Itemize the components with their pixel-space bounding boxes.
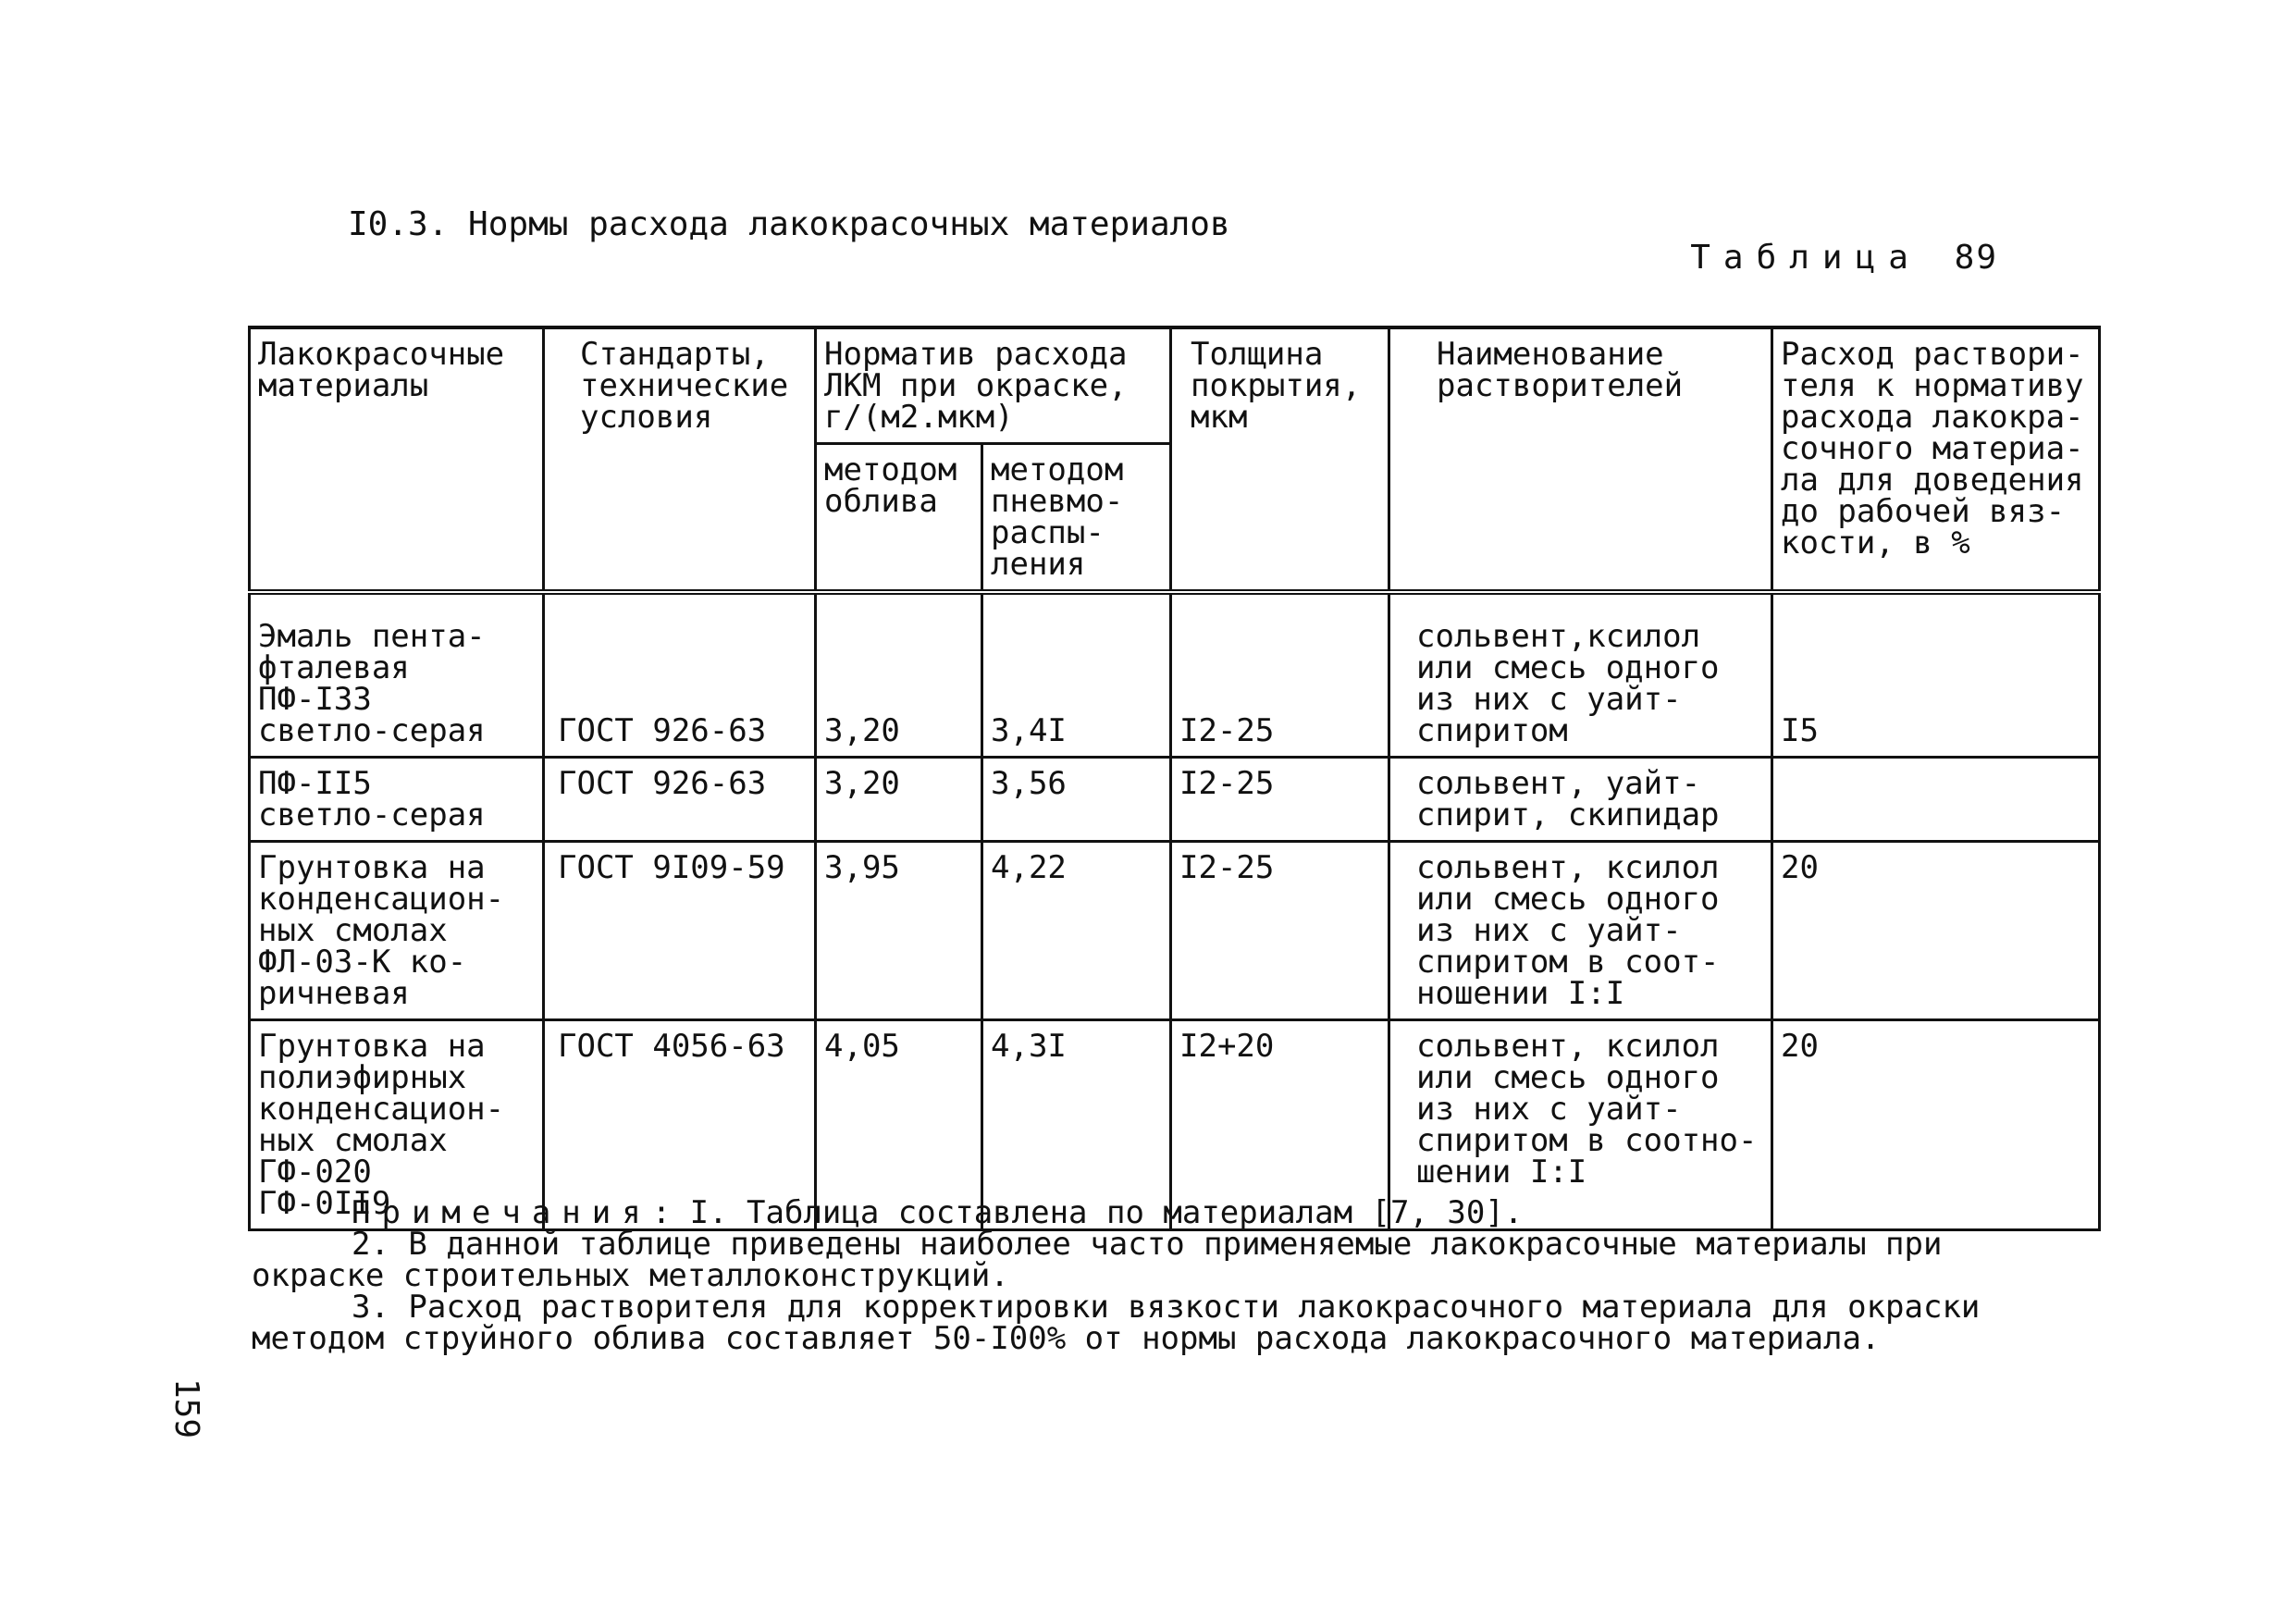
note-2-line-2: окраске строительных металлоконструкций. xyxy=(252,1257,1009,1294)
cell-pour: 3,95 xyxy=(816,842,982,1020)
cell-material: Грунтовка на полиэфирных конденсацион- ных смолах ГФ-020 ГФ-0II9 xyxy=(250,1020,544,1230)
cell-solvents: сольвент, ксилол или смесь одного из них с уайт- спиритом в соотно- шении I:I xyxy=(1389,1020,1772,1230)
header-norm-spray: методом пневмо- распы- ления xyxy=(982,444,1171,593)
header-standards: Стандарты, технические условия xyxy=(544,327,816,592)
cell-standard: ГОСТ 926-63 xyxy=(544,758,816,842)
cell-thickness: I2+20 xyxy=(1171,1020,1389,1230)
cell-standard: ГОСТ 4056-63 xyxy=(544,1020,816,1230)
cell-pour: 3,20 xyxy=(816,592,982,758)
cell-consumption: 20 xyxy=(1772,842,2100,1020)
cell-solvents: сольвент, уайт- спирит, скипидар xyxy=(1389,758,1772,842)
cell-material: Эмаль пента- фталевая ПФ-I33 светло-серая xyxy=(250,592,544,758)
notes-label: Примечания xyxy=(352,1194,652,1231)
note-3-line-2: методом струйного облива составляет 50-I00% от нормы расхода лакокрасочного материала. xyxy=(252,1320,1881,1357)
cell-standard: ГОСТ 926-63 xyxy=(544,592,816,758)
note-1 xyxy=(252,1194,2083,1231)
header-thickness: Толщина покрытия, мкм xyxy=(1171,327,1389,592)
header-norm-pour: методом облива xyxy=(816,444,982,593)
norms-table xyxy=(248,326,2101,1231)
header-row-top xyxy=(250,327,2100,444)
header-solvent-consumption: Расход раствори- теля к нормативу расхода лакокра- сочного материа- ла для доведения до рабочей вяз- кости, в % xyxy=(1772,327,2100,592)
cell-thickness: I2-25 xyxy=(1171,842,1389,1020)
cell-solvents: сольвент, ксилол или смесь одного из них с уайт- спиритом в соот- ношении I:I xyxy=(1389,842,1772,1020)
header-norm-group: Норматив расхода ЛКМ при окраске, г/(м2.мкм) xyxy=(816,327,1171,444)
section-title: I0.3. Нормы расхода лакокрасочных материалов xyxy=(348,205,1230,243)
cell-material: ПФ-II5 светло-серая xyxy=(250,758,544,842)
cell-standard: ГОСТ 9I09-59 xyxy=(544,842,816,1020)
table-label-text: Таблица xyxy=(1690,239,1921,277)
table-number: 89 xyxy=(1954,239,1998,277)
cell-spray: 3,4I xyxy=(982,592,1171,758)
cell-consumption: I5 xyxy=(1772,592,2100,758)
table-row xyxy=(250,758,2100,842)
cell-thickness: I2-25 xyxy=(1171,758,1389,842)
header-solvents: Наименование растворителей xyxy=(1389,327,1772,592)
table-label xyxy=(1690,239,1998,277)
note-3-line-1: 3. Расход растворителя для корректировки вязкости лакокрасочного материала для окраски xyxy=(352,1289,1981,1326)
cell-spray: 4,3I xyxy=(982,1020,1171,1230)
table-row xyxy=(250,592,2100,758)
table-row xyxy=(250,842,2100,1020)
note-2-line-1: 2. В данной таблице приведены наиболее часто применяемые лакокрасочные материалы при xyxy=(352,1226,1943,1263)
cell-thickness: I2-25 xyxy=(1171,592,1389,758)
cell-material: Грунтовка на конденсацион- ных смолах ФЛ-03-К ко- ричневая xyxy=(250,842,544,1020)
cell-consumption: 20 xyxy=(1772,1020,2100,1230)
page-number: 159 xyxy=(167,1378,205,1439)
cell-spray: 3,56 xyxy=(982,758,1171,842)
cell-consumption xyxy=(1772,758,2100,842)
cell-spray: 4,22 xyxy=(982,842,1171,1020)
cell-pour: 3,20 xyxy=(816,758,982,842)
notes xyxy=(252,1194,2083,1357)
header-materials: Лакокрасочные материалы xyxy=(250,327,544,592)
cell-pour: 4,05 xyxy=(816,1020,982,1230)
cell-solvents: сольвент,ксилол или смесь одного из них с уайт- спиритом xyxy=(1389,592,1772,758)
note-1-text: : I. Таблица составлена по материалам [7, 30]. xyxy=(651,1194,1524,1231)
